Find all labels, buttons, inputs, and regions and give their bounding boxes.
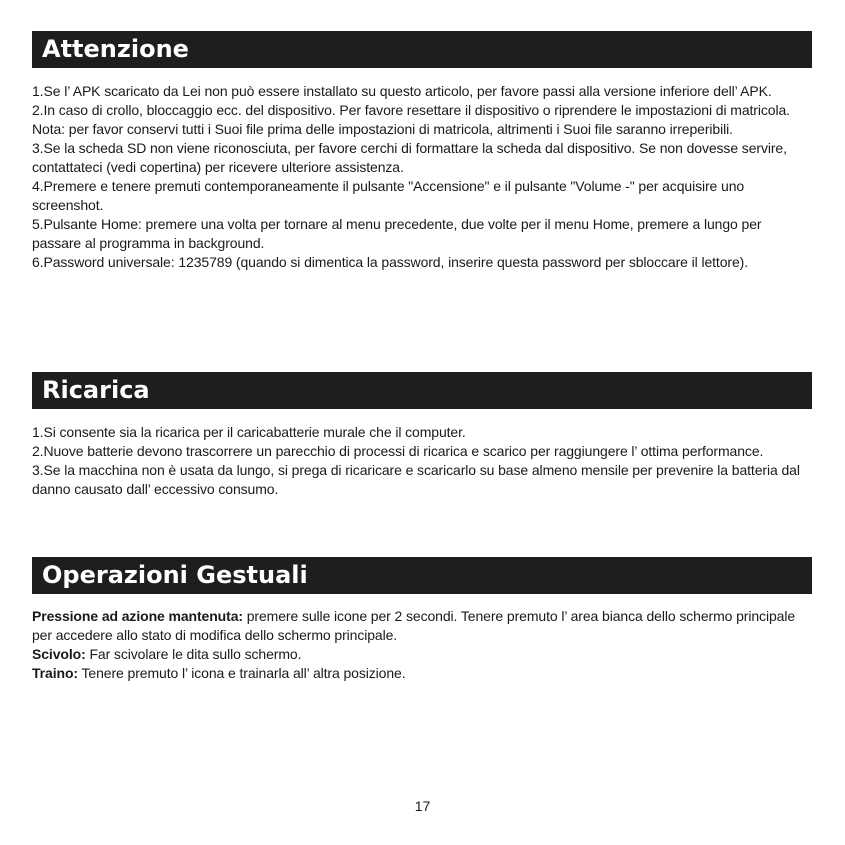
section-body-ricarica — [32, 423, 814, 499]
notice-item: 4.Premere e tenere premuti contemporaneamente il pulsante "Accensione" e il pulsante "Volume -" per acquisire uno screenshot. — [32, 178, 745, 213]
notice-item: 6.Password universale: 1235789 (quando si dimentica la password, inserire questa password per sbloccare il lettore). — [32, 254, 749, 270]
gesture-description: Tenere premuto l’ icona e trainarla all’ altra posizione. — [77, 665, 406, 681]
gesture-item — [32, 664, 814, 683]
section-body-operazioni-gestuali — [32, 607, 814, 683]
section-heading-operazioni-gestuali: Operazioni Gestuali — [32, 557, 812, 594]
section-heading-attenzione: Attenzione — [32, 31, 812, 68]
charging-item: 3.Se la macchina non è usata da lungo, si prega di ricaricare e scaricarlo su base almeno mensile per prevenire la batteria dal danno causato dall’ eccessivo consumo. — [32, 462, 800, 497]
gesture-description: Far scivolare le dita sullo schermo. — [85, 646, 302, 662]
gesture-item — [32, 607, 814, 645]
gesture-term: Scivolo: — [32, 646, 86, 662]
gesture-description: premere sulle icone per 2 secondi. Tenere premuto l’ area bianca dello schermo principale per accedere allo stato di modifica dello schermo principale. — [32, 608, 796, 643]
notice-item: 5.Pulsante Home: premere una volta per tornare al menu precedente, due volte per il menu Home, premere a lungo per passare al programma in background. — [32, 216, 762, 251]
gesture-term: Traino: — [32, 665, 78, 681]
page-number: 17 — [414, 798, 431, 814]
charging-item: 2.Nuove batterie devono trascorrere un parecchio di processi di ricarica e scarico per raggiungere l’ ottima performance. — [32, 443, 764, 459]
notice-item: 1.Se l’ APK scaricato da Lei non può essere installato su questo articolo, per favore passi alla versione inferiore dell’ APK. — [32, 83, 772, 99]
gesture-item — [32, 645, 814, 664]
charging-item: 1.Si consente sia la ricarica per il caricabatterie murale che il computer. — [32, 424, 466, 440]
gesture-term: Pressione ad azione mantenuta: — [32, 608, 243, 624]
notice-item: 2.In caso di crollo, bloccaggio ecc. del dispositivo. Per favore resettare il dispositivo o riprendere le impostazioni di matricola. Nota: per favor conservi tutti i Suoi file prima delle impostazioni di matricola, altrimenti i Suoi file saranno irreperibili. — [32, 102, 790, 137]
notice-item: 3.Se la scheda SD non viene riconosciuta, per favore cerchi di formattare la scheda dal dispositivo. Se non dovesse servire, contattateci (vedi copertina) per ricevere ulteriore assistenza. — [32, 140, 787, 175]
section-heading-ricarica: Ricarica — [32, 372, 812, 409]
section-body-attenzione — [32, 82, 814, 272]
